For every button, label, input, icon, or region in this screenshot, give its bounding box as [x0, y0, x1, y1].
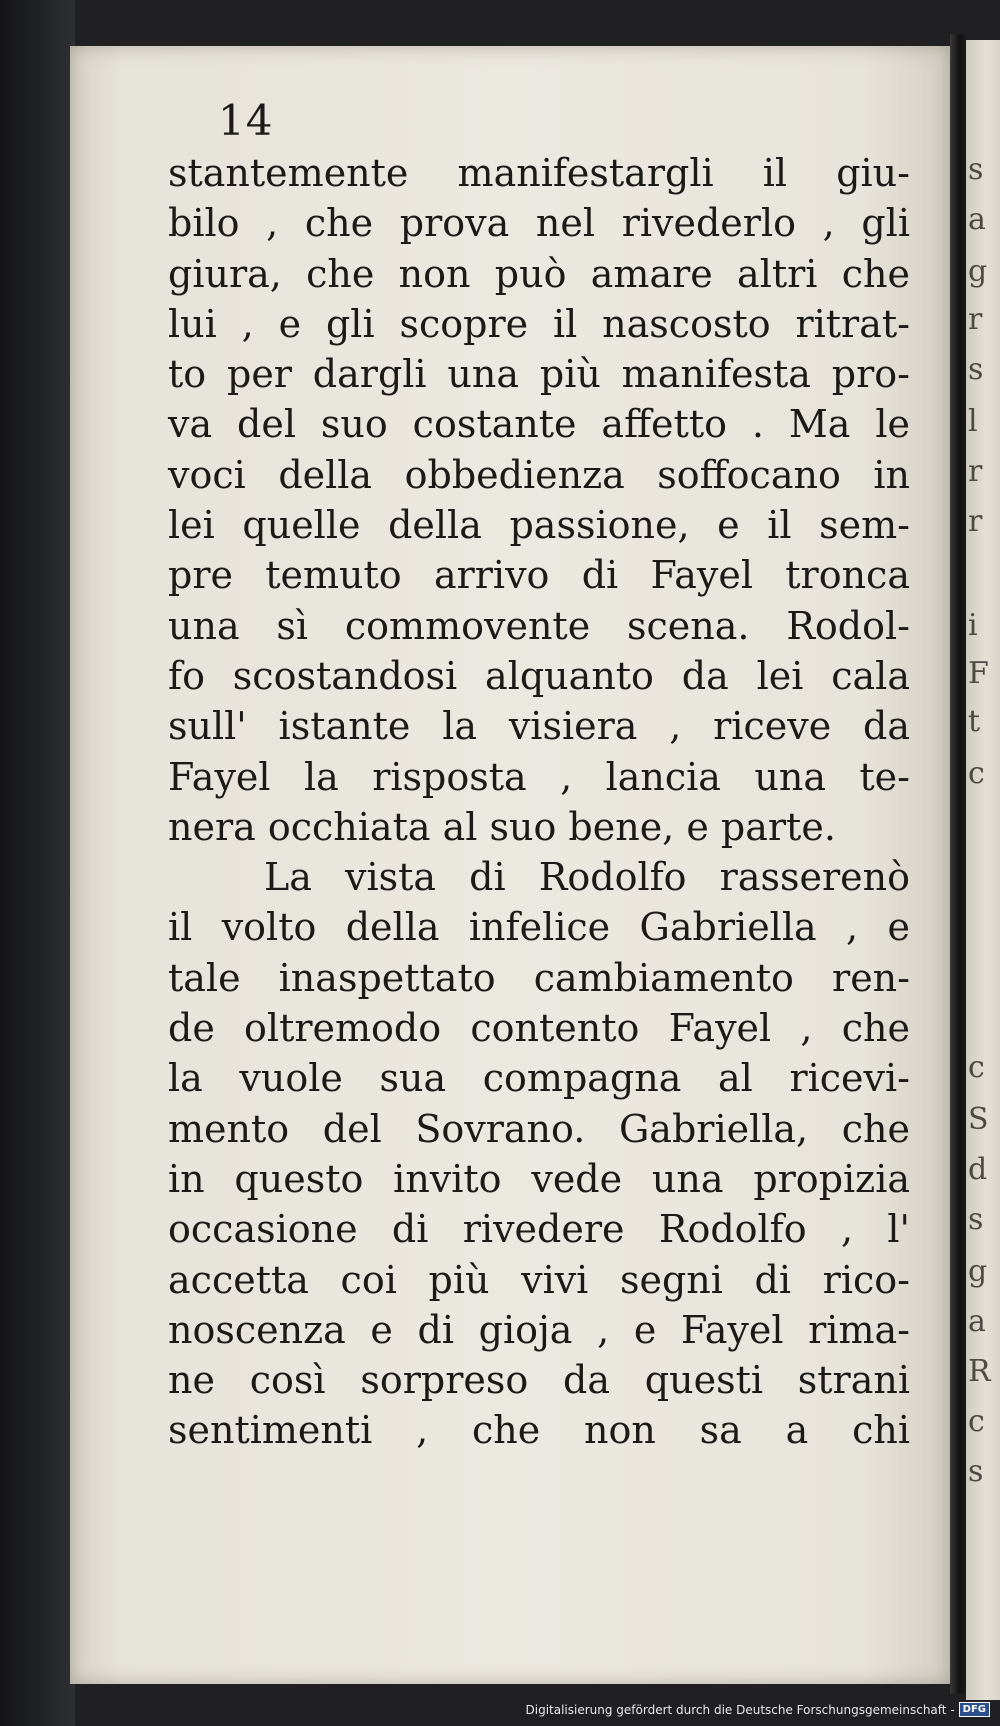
text-line: lui , e gli scopre il nascosto ritrat- — [168, 301, 910, 346]
adjacent-page-fragment: F — [968, 656, 989, 691]
text-line: va del suo costante affetto . Ma le — [168, 402, 910, 447]
credit-text: Digitalisierung gefördert durch die Deutsche Forschungsgemeinschaft - — [525, 1702, 955, 1717]
text-line: de oltremodo contento Fayel , che — [168, 1006, 910, 1051]
book-gutter — [950, 34, 966, 1694]
text-line: sentimenti , che non sa a chi — [168, 1408, 910, 1453]
adjacent-page-fragment: i — [968, 608, 978, 643]
text-line: tale inaspettato cambiamento ren- — [168, 955, 910, 1000]
text-line: pre temuto arrivo di Fayel tronca — [168, 553, 910, 598]
adjacent-page-fragment: c — [968, 1050, 985, 1085]
text-line: mento del Sovrano. Gabriella, che — [168, 1106, 910, 1151]
text-line: stantemente manifestargli il giu- — [168, 151, 910, 195]
text-line: fo scostandosi alquanto da lei cala — [168, 653, 910, 698]
text-line: lei quelle della passione, e il sem- — [168, 503, 910, 548]
adjacent-page-fragment: r — [968, 302, 983, 337]
adjacent-page-fragment: s — [968, 152, 984, 187]
text-line: accetta coi più vivi segni di rico- — [168, 1257, 910, 1302]
text-line: una sì commovente scena. Rodol- — [168, 603, 910, 648]
adjacent-page-fragment: R — [968, 1354, 991, 1389]
adjacent-page-fragment: d — [968, 1152, 988, 1187]
text-line: la vuole sua compagna al ricevi- — [168, 1056, 910, 1101]
text-line: nera occhiata al suo bene, e parte. — [168, 804, 836, 849]
adjacent-page-fragment: g — [968, 1254, 988, 1289]
adjacent-page-fragment: c — [968, 756, 985, 791]
page-number: 14 — [218, 96, 274, 145]
text-line: giura, che non può amare altri che — [168, 251, 910, 296]
text-line: in questo invito vede una propizia — [168, 1156, 910, 1201]
text-line: La vista di Rodolfo rasserenò — [264, 855, 910, 900]
scan-background-left — [0, 0, 75, 1726]
adjacent-page-fragment: r — [968, 454, 983, 489]
adjacent-page-fragment: s — [968, 1454, 984, 1489]
adjacent-page-fragment: g — [968, 254, 988, 289]
dfg-logo: DFG — [959, 1702, 990, 1717]
text-line: ne così sorpreso da questi strani — [168, 1358, 910, 1403]
text-line: bilo , che prova nel rivederlo , gli — [168, 201, 910, 246]
adjacent-page-fragment: c — [968, 1404, 985, 1439]
text-line: occasione di rivedere Rodolfo , l' — [168, 1207, 910, 1252]
adjacent-page-fragment: l — [968, 404, 978, 439]
digitization-credit — [526, 1702, 991, 1717]
adjacent-page-fragment: a — [968, 202, 986, 237]
adjacent-page-fragment: S — [968, 1102, 989, 1137]
text-line: Fayel la risposta , lancia una te- — [168, 754, 910, 799]
text-line: noscenza e di gioja , e Fayel rima- — [168, 1307, 910, 1352]
adjacent-page-fragment: a — [968, 1304, 986, 1339]
text-line: sull' istante la visiera , riceve da — [168, 704, 910, 749]
adjacent-page-edge — [966, 40, 1000, 1700]
text-line: voci della obbedienza soffocano in — [168, 452, 910, 497]
body-text — [168, 148, 910, 1456]
adjacent-page-fragment: t — [968, 704, 981, 739]
adjacent-page-fragment: s — [968, 352, 984, 387]
adjacent-page-fragment: r — [968, 504, 983, 539]
text-line: il volto della infelice Gabriella , e — [168, 905, 910, 950]
text-line: to per dargli una più manifesta pro- — [168, 352, 910, 397]
adjacent-page-fragment: s — [968, 1202, 984, 1237]
